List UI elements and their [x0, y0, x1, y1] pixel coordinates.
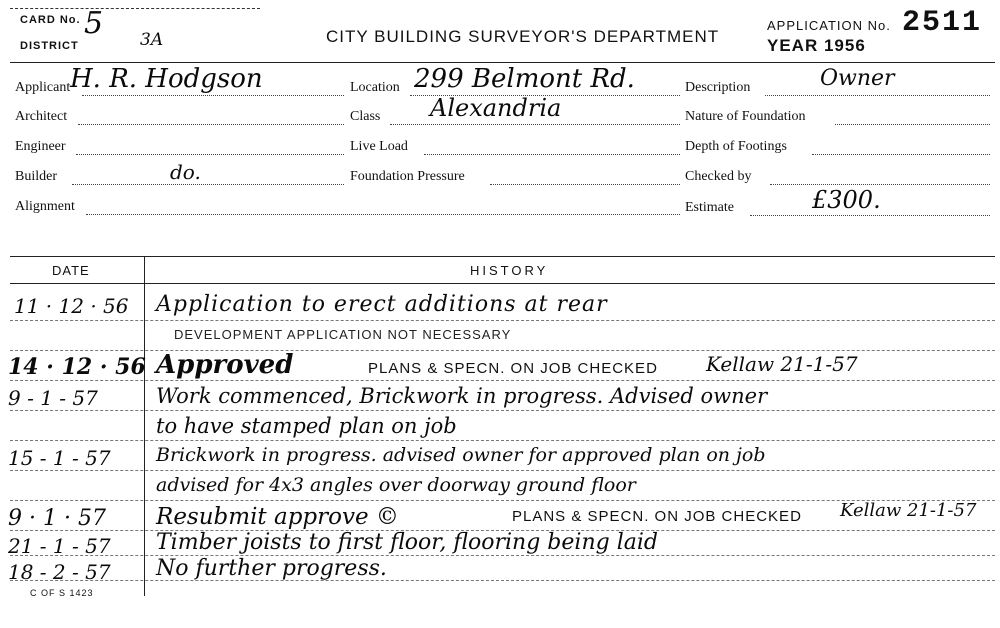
row-history-text: No further progress.	[156, 556, 387, 581]
depth-of-footings-label: Depth of Footings	[685, 139, 787, 154]
engineer-label: Engineer	[15, 139, 66, 154]
architect-label: Architect	[15, 109, 68, 124]
row-rule	[10, 470, 995, 471]
date-column-divider	[144, 256, 145, 596]
dotted-line	[72, 184, 344, 185]
row-history-stamp: PLANS & SPECN. ON JOB CHECKED	[368, 360, 658, 377]
foundation-pressure-label: Foundation Pressure	[350, 169, 465, 184]
location-value: 299 Belmont Rd.	[414, 64, 635, 94]
live-load-label: Live Load	[350, 139, 408, 154]
dotted-line	[750, 215, 990, 216]
header-rule	[10, 62, 995, 63]
dotted-line	[835, 124, 990, 125]
form-code: C OF S 1423	[30, 588, 94, 598]
nature-of-foundation-label: Nature of Foundation	[685, 109, 806, 124]
row-history-signature: Kellaw 21-1-57	[840, 500, 977, 521]
row-rule	[10, 380, 995, 381]
department-title: CITY BUILDING SURVEYOR'S DEPARTMENT	[326, 27, 720, 46]
dotted-line	[86, 214, 680, 215]
row-history-text: Application to erect additions at rear	[156, 292, 608, 317]
builder-value: do.	[170, 160, 201, 184]
row-history-text: Approved	[156, 350, 294, 380]
row-date: 21 - 1 - 57	[8, 534, 111, 558]
row-history-stamp: PLANS & SPECN. ON JOB CHECKED	[512, 508, 802, 525]
dotted-line	[765, 95, 990, 96]
history-column-header: HISTORY	[470, 263, 549, 278]
description-value: Owner	[820, 66, 895, 91]
card-no-label: CARD No.	[20, 14, 81, 26]
row-date: 11 · 12 · 56	[14, 294, 129, 318]
row-history-text: Resubmit approve ©	[156, 504, 399, 530]
row-history-text: Work commenced, Brickwork in progress. Advised owner	[156, 384, 768, 408]
date-column-header: DATE	[52, 263, 90, 278]
row-history-signature: Kellaw 21-1-57	[706, 352, 858, 376]
description-label: Description	[685, 80, 751, 95]
applicant-value: H. R. Hodgson	[70, 64, 263, 94]
row-rule	[10, 320, 995, 321]
dotted-line	[390, 124, 680, 125]
row-date: 9 · 1 · 57	[8, 506, 106, 531]
row-rule	[10, 410, 995, 411]
table-top-rule	[10, 256, 995, 257]
dotted-line	[490, 184, 680, 185]
estimate-label: Estimate	[685, 200, 734, 215]
application-label: APPLICATION No.	[767, 18, 891, 33]
district-label: DISTRICT	[20, 40, 79, 52]
estimate-value: £300.	[812, 186, 881, 214]
header-dashed-rule	[10, 8, 260, 9]
row-history-stamp: DEVELOPMENT APPLICATION NOT NECESSARY	[174, 327, 512, 342]
dotted-line	[82, 95, 344, 96]
row-date: 9 - 1 - 57	[8, 386, 98, 410]
card-no-value: 5	[84, 6, 104, 41]
dotted-line	[76, 154, 344, 155]
row-rule	[10, 440, 995, 441]
row-date: 14 · 12 · 56	[8, 354, 146, 380]
row-date: 15 - 1 - 57	[8, 446, 111, 470]
application-number: 2511	[902, 6, 983, 40]
location-label: Location	[350, 80, 400, 95]
dotted-line	[78, 124, 344, 125]
dotted-line	[424, 154, 680, 155]
row-history-text: to have stamped plan on job	[156, 414, 457, 438]
checked-by-label: Checked by	[685, 169, 752, 184]
table-header-rule	[10, 283, 995, 284]
row-date: 18 - 2 - 57	[8, 560, 111, 584]
dotted-line	[812, 154, 990, 155]
year-label: YEAR 1956	[767, 36, 866, 55]
applicant-label: Applicant	[15, 80, 71, 95]
row-history-text: advised for 4x3 angles over doorway ground floor	[156, 474, 636, 496]
alignment-label: Alignment	[15, 199, 75, 214]
class-label: Class	[350, 109, 381, 124]
district-value: 3A	[140, 30, 164, 50]
row-history-text: Timber joists to first floor, flooring being laid	[156, 530, 658, 555]
row-history-text: Brickwork in progress. advised owner for approved plan on job	[156, 444, 766, 466]
dotted-line	[770, 184, 990, 185]
class-value: Alexandria	[430, 94, 562, 122]
builder-label: Builder	[15, 169, 57, 184]
